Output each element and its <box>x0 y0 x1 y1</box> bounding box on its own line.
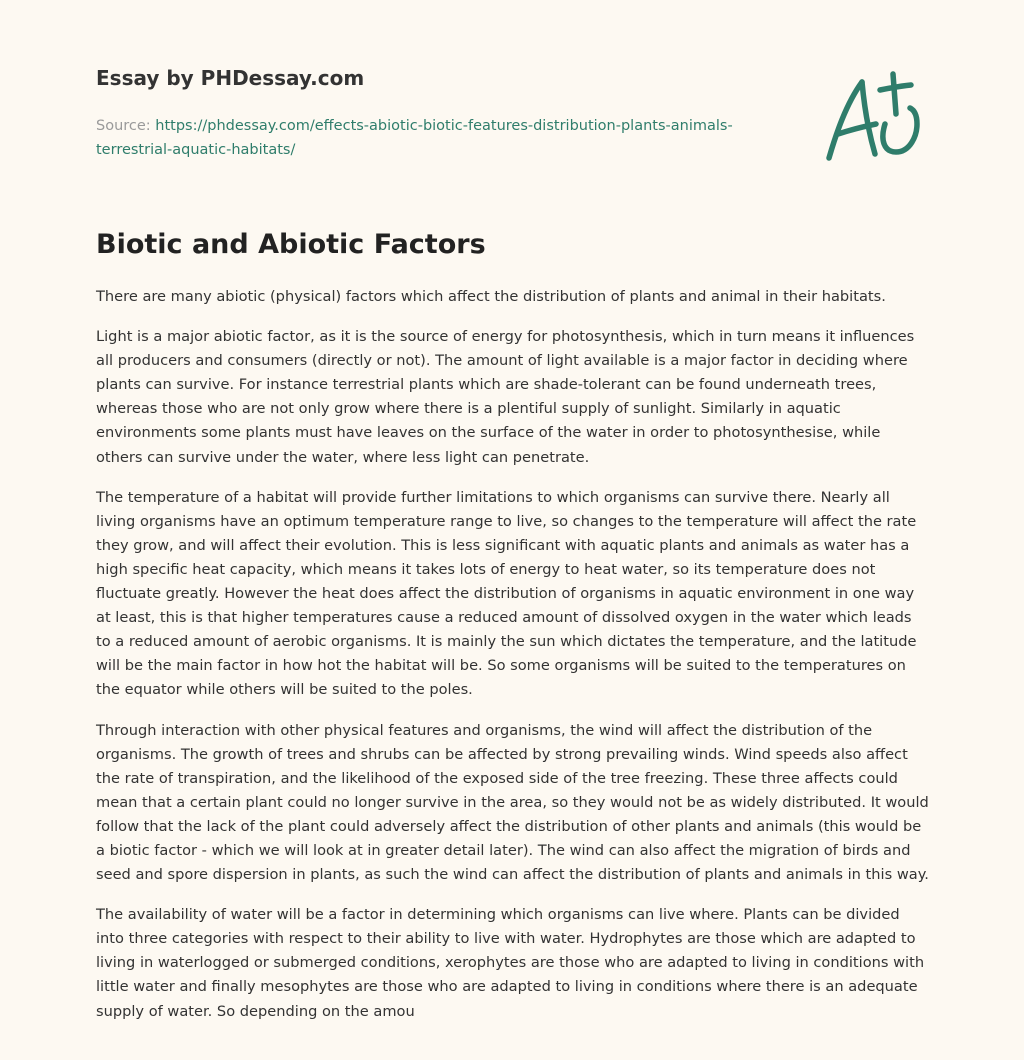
smile-stroke <box>883 108 917 152</box>
essay-paragraph: There are many abiotic (physical) factors which affect the distribution of plants and animal in their habitats. <box>96 288 886 305</box>
plus-horizontal-stroke <box>880 85 911 90</box>
a-plus-grade-svg <box>820 68 930 168</box>
a-left-stroke <box>829 82 862 158</box>
essay-paragraph: The temperature of a habitat will provide further limitations to which organisms can survive there. Nearly all living organisms have an optimum temperature range to live, so changes to the temperature will affect the rate they grow, and will affect their evolution. This is less significant with aquatic plants and animals as water has a high specific heat capacity, which means it takes lots of energy to heat water, so its temperature does not fluctuate greatly. However the heat does affect the distribution of organisms in aquatic environment in one way at least, this is that higher temperatures cause a reduced amount of dissolved oxygen in the water which leads to a reduced amount of aerobic organisms. It is mainly the sun which dictates the temperature, and the latitude will be the main factor in how hot the habitat will be. So some organisms will be suited to the temperatures on the equator while others will be suited to the poles. <box>96 488 917 699</box>
source-label: Source: <box>96 118 151 134</box>
essay-body <box>96 285 930 1040</box>
essay-paragraph: The availability of water will be a factor in determining which organisms can live where. Plants can be divided into three categories with respect to their ability to live with water. Hydrophytes are those which are adapted to living in waterlogged or submerged conditions, xerophytes are those who are adapted to living in conditions with little water and finally mesophytes are those who are adapted to living in conditions where there is an adequate supply of water. So depending on the amou <box>96 906 925 1020</box>
source-line <box>96 114 776 162</box>
site-title: Essay by PHDessay.com <box>96 66 365 90</box>
a-right-stroke <box>862 82 875 154</box>
source-link-line-1: https://phdessay.com/effects-abiotic-biotic-features-distribution-plants-animals- <box>155 118 733 134</box>
source-link[interactable] <box>96 118 733 158</box>
essay-title: Biotic and Abiotic Factors <box>96 229 486 260</box>
essay-paragraph: Through interaction with other physical features and organisms, the wind will affect the distribution of the organisms. The growth of trees and shrubs can be affected by strong prevailing winds. Wind speeds also affect the rate of transpiration, and the likelihood of the exposed side of the tree freezing. These three affects could mean that a certain plant could no longer survive in the area, so they would not be as widely distributed. It would follow that the lack of the plant could adversely affect the distribution of other plants and animals (this would be a biotic factor - which we will look at in greater detail later). The wind can also affect the migration of birds and seed and spore dispersion in plants, as such the wind can affect the distribution of plants and animals in this way. <box>96 721 929 884</box>
a-plus-grade-icon <box>820 68 930 168</box>
plus-vertical-stroke <box>893 74 896 114</box>
page-header <box>96 64 796 162</box>
source-link-line-2: terrestrial-aquatic-habitats/ <box>96 142 296 158</box>
essay-paragraph: Light is a major abiotic factor, as it is the source of energy for photosynthesis, which in turn means it influences all producers and consumers (directly or not). The amount of light available is a major factor in deciding where plants can survive. For instance terrestrial plants which are shade-tolerant can be found underneath trees, whereas those who are not only grow where there is a plentiful supply of sunlight. Similarly in aquatic environments some plants must have leaves on the surface of the water in order to photosynthesise, while others can survive under the water, where less light can penetrate. <box>96 328 915 466</box>
